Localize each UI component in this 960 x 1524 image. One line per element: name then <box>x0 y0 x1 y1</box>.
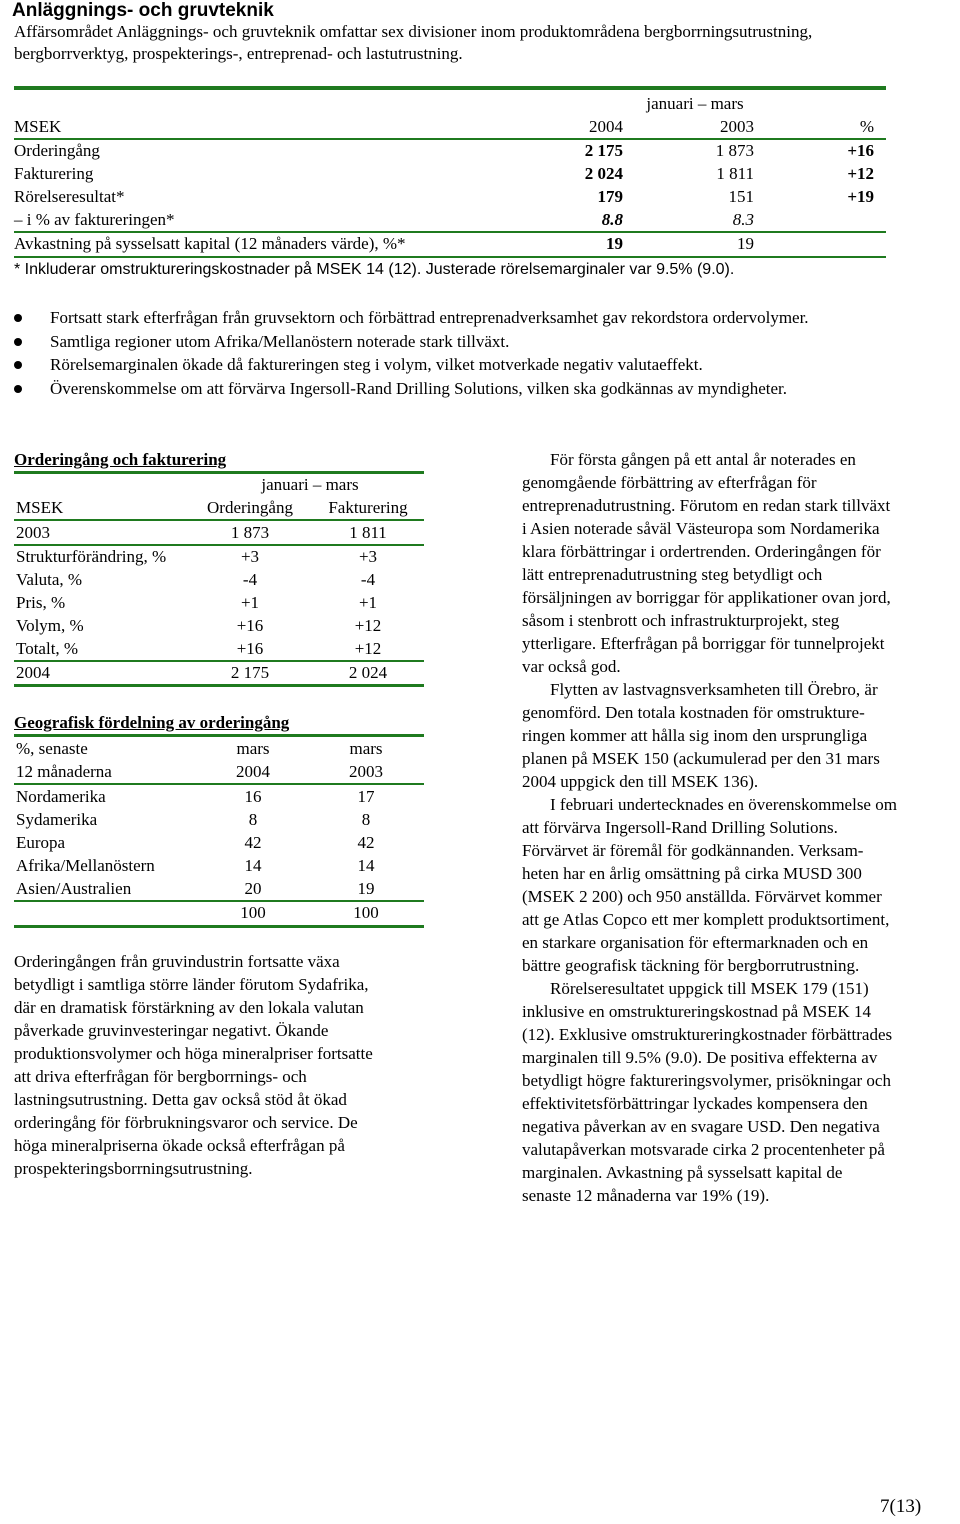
text-line: där en dramatisk förstärkning av den lokala valutan <box>14 998 364 1017</box>
table-row-label: 2003 <box>16 523 50 542</box>
table-cell: 2 175 <box>230 663 270 682</box>
table-row-label: Sydamerika <box>16 810 98 829</box>
table-cell: +3 <box>358 547 378 566</box>
text-line: genomgående förbättring av efterfrågan för <box>522 473 817 492</box>
main-table-col-pct: % <box>859 117 874 136</box>
table-row-label: Volym, % <box>16 616 84 635</box>
order-table-col-a: Orderingång <box>207 498 293 517</box>
text-line: att ge Atlas Copco ett mer komplett produktsortiment, <box>522 910 890 929</box>
table-cell: 1 811 <box>716 164 754 183</box>
table-cell: +16 <box>236 616 264 635</box>
right-text <box>522 448 958 1207</box>
section-intro-2: bergborrverktyg, prospekterings-, entreprenad- och lastutrustning. <box>14 44 463 63</box>
text-line: Flytten av lastvagnsverksamheten till Örebro, är <box>550 680 878 699</box>
table-row-label: Nordamerika <box>16 787 106 806</box>
text-line: lastningsutrustning. Detta gav också stöd åt ökad <box>14 1090 347 1109</box>
text-line: (MSEK 2 200) och 950 anställda. Förvärvet kommer <box>522 887 882 906</box>
text-line: såsom i stenbrott och infrastrukturprojekt, steg <box>522 611 840 630</box>
text-line: (12). Exklusive omstruktureringkostnader förbättrades <box>522 1025 893 1044</box>
table-row-label: Avkastning på sysselsatt kapital (12 månaders värde), %* <box>14 234 406 253</box>
table-row-label: Rörelseresultat* <box>14 187 125 206</box>
table-cell: 19 <box>737 234 754 253</box>
bullet-icon <box>14 314 22 322</box>
section-title: Anläggnings- och gruvteknik <box>12 0 274 21</box>
table-cell: 8.8 <box>601 210 623 229</box>
table-rule-header <box>14 519 424 521</box>
text-line: 2004 uppgick den till MSEK 136). <box>522 772 759 791</box>
table-cell: 14 <box>244 856 262 875</box>
text-line: För första gången på ett antal år noterades en <box>550 450 856 469</box>
table-cell: 1 811 <box>349 523 387 542</box>
text-line: negativa påverkan av en svagare USD. Den negativa <box>522 1117 880 1136</box>
table-cell: +12 <box>847 164 874 183</box>
table-row-label: Afrika/Mellanöstern <box>16 856 155 875</box>
page-number: 7(13) <box>880 1496 922 1517</box>
table-cell: +3 <box>240 547 260 566</box>
geo-table-total-b: 100 <box>353 903 379 922</box>
text-line: klara förbättringar i ordertrenden. Orderingången för <box>522 542 881 561</box>
table-row-label: Orderingång <box>14 141 100 160</box>
table-cell: 179 <box>597 187 623 206</box>
order-table-col-b: Fakturering <box>328 498 408 517</box>
text-line: lätt entreprenadutrustning steg betydligt och <box>522 565 823 584</box>
table-cell: +19 <box>847 187 874 206</box>
text-line: ringen kommer att hålla sig inom den ursprungliga <box>522 726 868 745</box>
text-line: genomförd. Den totala kostnaden för omstrukture- <box>522 703 865 722</box>
order-table-title: Orderingång och fakturering <box>14 450 227 469</box>
text-line: bättre geografisk täckning för bergborrutrustning. <box>522 956 860 975</box>
bullet-icon <box>14 338 22 346</box>
text-line: inklusive en omstruktureringskostnad på MSEK 14 <box>522 1002 871 1021</box>
table-cell: -4 <box>360 570 376 589</box>
geo-table-head-label: %, senaste <box>16 739 88 758</box>
text-line: marginalen. Avkastning på sysselsatt kapital de <box>522 1163 843 1182</box>
text-line: betydligt högre faktureringsvolymer, prisökningar och <box>522 1071 891 1090</box>
table-cell: +1 <box>240 593 260 612</box>
table-cell: 20 <box>244 879 262 898</box>
table-row-label: Asien/Australien <box>16 879 132 898</box>
text-line: betydligt i samtliga större länder förutom Sydafrika, <box>14 975 369 994</box>
table-cell: 8.3 <box>732 210 754 229</box>
text-line: marginalen till 9.5% (9.0). De positiva effekterna av <box>522 1048 878 1067</box>
text-line: att förvärva Ingersoll-Rand Drilling Solutions. <box>522 818 838 837</box>
table-cell: 16 <box>244 787 262 806</box>
table-cell: +12 <box>354 639 382 658</box>
table-cell: 42 <box>357 833 375 852</box>
text-line: entreprenadutrustning. Förutom en redan stark tillväxt <box>522 496 891 515</box>
table-rule-bottom <box>14 684 424 687</box>
table-cell: +16 <box>236 639 264 658</box>
geo-table-head-a-2: 2004 <box>236 762 270 781</box>
table-cell: +16 <box>847 141 874 160</box>
order-table-col-label: MSEK <box>16 498 64 517</box>
table-row-label: Valuta, % <box>16 570 83 589</box>
table-row-label: Strukturförändring, % <box>16 547 167 566</box>
text-line: Förvärvet är föremål för godkännanden. Verksam- <box>522 841 864 860</box>
table-rule-top <box>14 86 886 90</box>
text-line: höga mineralpriserna ökade också efterfrågan på <box>14 1136 345 1155</box>
table-cell: +1 <box>358 593 378 612</box>
text-line: planen på MSEK 150 (ackumulerad per den 31 mars <box>522 749 880 768</box>
table-cell: 17 <box>357 787 375 806</box>
table-cell: 14 <box>357 856 375 875</box>
geo-table-head-b-2: 2003 <box>349 762 383 781</box>
text-line: att driva efterfrågan för bergborrnings- och <box>14 1067 307 1086</box>
text-line: senaste 12 månaderna var 19% (19). <box>522 1186 770 1205</box>
text-line: Rörelseresultatet uppgick till MSEK 179 (151) <box>550 979 869 998</box>
left-text <box>14 950 444 1180</box>
geo-table-head-b: mars <box>349 739 383 758</box>
table-row-label: 2004 <box>16 663 50 682</box>
geo-table-total-a: 100 <box>240 903 266 922</box>
geo-table-title: Geografisk fördelning av orderingång <box>14 713 290 732</box>
list-item: Rörelsemarginalen ökade då faktureringen steg i volym, vilket motverkade negativ valutaeffekt. <box>50 355 703 374</box>
list-item: Samtliga regioner utom Afrika/Mellanöstern noterade stark tillväxt. <box>50 332 510 351</box>
section-intro: Affärsområdet Anläggnings- och gruvteknik omfattar sex divisioner inom produktområdena bergborrningsutrustning, <box>14 22 813 41</box>
table-cell: 2 024 <box>584 164 623 183</box>
table-cell: 8 <box>361 810 371 829</box>
table-cell: 8 <box>248 810 258 829</box>
text-line: effektivitetsförbättringar lyckades kompensera den <box>522 1094 868 1113</box>
text-line: I februari undertecknades en överenskommelse om <box>550 795 897 814</box>
table-cell: +12 <box>354 616 382 635</box>
table-cell: 1 873 <box>230 523 270 542</box>
order-table-period: januari – mars <box>261 475 359 494</box>
table-rule-header <box>14 138 886 140</box>
table-rule-top <box>14 734 424 737</box>
text-line: prospekteringsborrningsutrustning. <box>14 1159 253 1178</box>
text-line: påverkade gruvinvesteringar negativt. Ökande <box>14 1021 329 1040</box>
bullet-icon <box>14 385 22 393</box>
table-cell: 19 <box>606 234 623 253</box>
text-line: försäljningen av borriggar för applikationer ovan jord, <box>522 588 891 607</box>
table-cell: -4 <box>242 570 258 589</box>
text-line: var också god. <box>522 657 621 676</box>
table-row-label: Fakturering <box>14 164 94 183</box>
table-cell: 151 <box>728 187 754 206</box>
text-line: i Asien noterade såväl Västeuropa som Nordamerika <box>522 519 880 538</box>
text-line: orderingång för förbrukningsvaror och service. De <box>14 1113 358 1132</box>
table-row-label: Pris, % <box>16 593 66 612</box>
bullet-icon <box>14 361 22 369</box>
table-cell: 2 024 <box>348 663 388 682</box>
main-table-col-label: MSEK <box>14 117 62 136</box>
main-table-period: januari – mars <box>646 94 744 113</box>
list-item: Överenskommelse om att förvärva Ingersoll-Rand Drilling Solutions, vilken ska godkännas av myndigheter. <box>50 379 787 398</box>
table-cell: 1 873 <box>715 141 754 160</box>
table-cell: 19 <box>357 879 375 898</box>
table-footnote: * Inkluderar omstruktureringskostnader på MSEK 14 (12). Justerade rörelsemarginaler var 9.5% (9.0). <box>14 261 735 278</box>
table-row-label: Europa <box>16 833 66 852</box>
table-cell: 42 <box>244 833 262 852</box>
geo-table-head-label-2: 12 månaderna <box>16 762 112 781</box>
table-rule-bottom <box>14 925 424 928</box>
text-line: heten har en årlig omsättning på cirka MUSD 300 <box>522 864 862 883</box>
text-line: produktionsvolymer och höga mineralpriser fortsatte <box>14 1044 373 1063</box>
table-row-label: – i % av faktureringen* <box>14 210 175 229</box>
main-table-col-2003: 2003 <box>720 117 754 136</box>
list-item: Fortsatt stark efterfrågan från gruvsektorn och förbättrad entreprenadverksamhet gav rekordstora ordervolymer. <box>50 308 809 327</box>
text-line: Orderingången från gruvindustrin fortsatte växa <box>14 952 340 971</box>
table-rule-bottom <box>14 256 886 258</box>
geo-table-head-a: mars <box>236 739 270 758</box>
text-line: valutapåverkan motsvarade cirka 2 procentenheter på <box>522 1140 885 1159</box>
main-table-col-2004: 2004 <box>589 117 623 136</box>
table-rule-header <box>14 783 424 785</box>
table-row-label: Totalt, % <box>16 639 79 658</box>
table-cell: 2 175 <box>584 141 623 160</box>
text-line: en starkare organisation för eftermarknaden och en <box>522 933 869 952</box>
text-line: ytterligare. Efterfrågan på borriggar för tunnelprojekt <box>522 634 885 653</box>
